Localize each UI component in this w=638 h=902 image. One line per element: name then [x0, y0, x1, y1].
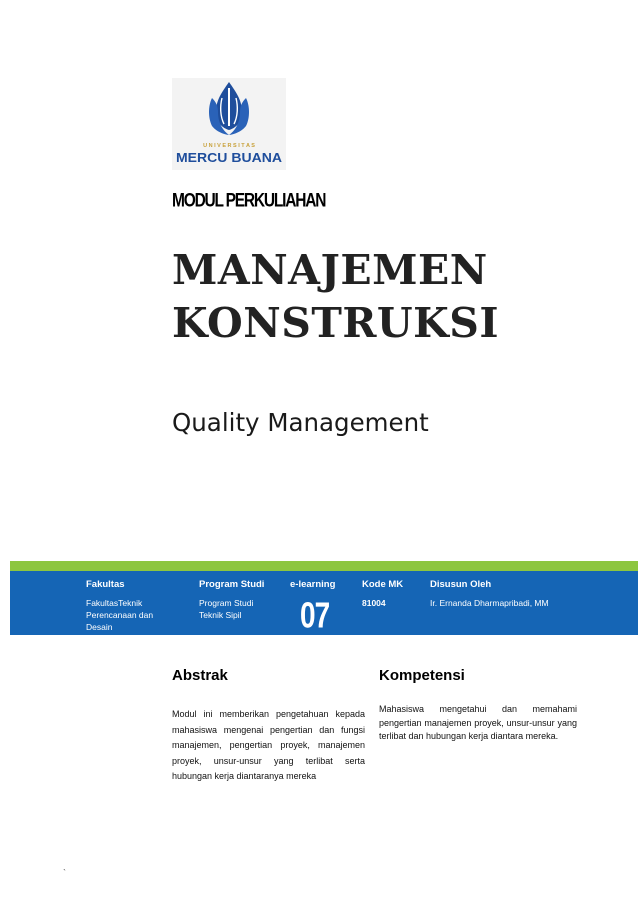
disusun-oleh-value: Ir. Ernanda Dharmapribadi, MM	[430, 598, 549, 608]
fakultas-value	[86, 597, 153, 633]
abstrak-title: Abstrak	[172, 667, 228, 684]
footer-mark: `	[63, 868, 66, 878]
title-line-2: KONSTRUKSI	[172, 299, 500, 347]
modul-label: MODUL PERKULIAHAN	[172, 190, 326, 212]
program-studi-header: Program Studi	[199, 579, 265, 590]
logo-university-label: U N I V E R S I T A S	[203, 143, 255, 149]
program-studi-value	[199, 597, 253, 621]
fakultas-header: Fakultas	[86, 579, 125, 590]
kompetensi-title: Kompetensi	[379, 667, 465, 684]
accent-bar	[10, 561, 638, 571]
logo-name: MERCU BUANA	[176, 150, 283, 165]
fakultas-line: Desain	[86, 622, 113, 632]
e-learning-header: e-learning	[290, 579, 336, 590]
kode-mk-header: Kode MK	[362, 579, 404, 590]
fakultas-line: FakultasTeknik	[86, 598, 143, 608]
abstrak-text: Modul ini memberikan pengetahuan kepada mahasiswa mengenai pengertian dan fungsi manajemen, pengertian proyek, manajemen proyek, unsur-unsur yang terlibat serta hubungan kerja diantaranya mereka	[172, 709, 365, 781]
mercu-buana-logo-icon	[172, 78, 286, 170]
kompetensi-text: Mahasiswa mengetahui dan memahami pengertian manajemen proyek, unsur-unsur yang terlibat dan hubungan kerja diantara mereka.	[379, 704, 577, 741]
program-studi-line: Program Studi	[199, 598, 254, 608]
page-subtitle: Quality Management	[172, 408, 429, 437]
kode-mk-value: 81004	[362, 598, 386, 608]
module-number: 07	[300, 595, 330, 636]
disusun-oleh-header: Disusun Oleh	[430, 579, 492, 590]
university-logo	[172, 78, 286, 170]
fakultas-line: Perencanaan dan	[86, 610, 154, 620]
program-studi-line: Teknik Sipil	[199, 610, 242, 620]
info-band	[10, 571, 638, 635]
page-title	[172, 244, 499, 350]
title-line-1: MANAJEMEN	[172, 246, 488, 294]
